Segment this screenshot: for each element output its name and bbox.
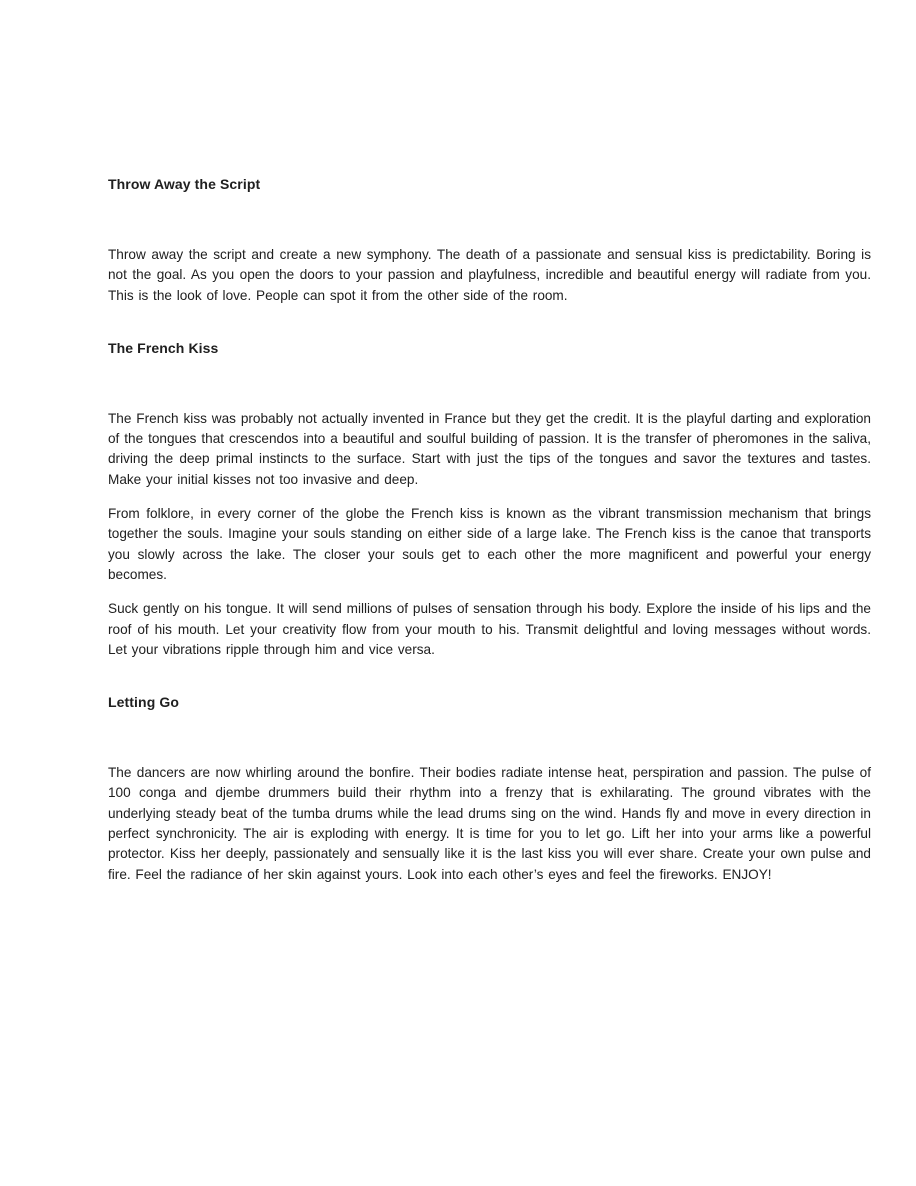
section-the-french-kiss	[108, 340, 871, 660]
section-letting-go	[108, 694, 871, 885]
paragraph: The dancers are now whirling around the bonfire. Their bodies radiate intense heat, perspiration and passion. The pulse of 100 conga and djembe drummers build their rhythm into a frenzy that is exhilarating. The ground vibrates with the underlying steady beat of the tumba drums while the lead drums sing on the wind. Hands fly and move in every direction in perfect synchronicity. The air is exploding with energy. It is time for you to let go. Lift her into your arms like a powerful protector. Kiss her deeply, passionately and sensually like it is the last kiss you will ever share. Create your own pulse and fire. Feel the radiance of her skin against yours. Look into each other’s eyes and feel the fireworks. ENJOY!	[108, 765, 871, 882]
section-throw-away-the-script	[108, 176, 871, 306]
paragraph: The French kiss was probably not actually invented in France but they get the credit. It is the playful darting and exploration of the tongues that crescendos into a beautiful and soulful building of passion. It is the transfer of pheromones in the saliva, driving the deep primal instincts to the surface. Start with just the tips of the tongues and savor the textures and tastes. Make your initial kisses not too invasive and deep.	[108, 410, 871, 487]
paragraph: From folklore, in every corner of the globe the French kiss is known as the vibrant transmission mechanism that brings together the souls. Imagine your souls standing on either side of a large lake. The French kiss is the canoe that transports you slowly across the lake. The closer your souls get to each other the more magnificent and powerful your energy becomes.	[108, 506, 871, 582]
paragraph: Suck gently on his tongue. It will send millions of pulses of sensation through his body. Explore the inside of his lips and the roof of his mouth. Let your creativity flow from your mouth to his. Transmit delightful and loving messages without words. Let your vibrations ripple through him and vice versa.	[108, 601, 871, 657]
document-content	[108, 176, 871, 919]
paragraph: Throw away the script and create a new symphony. The death of a passionate and sensual kiss is predictability. Boring is not the goal. As you open the doors to your passion and playfulness, incredible and beautiful energy will radiate from you. This is the look of love. People can spot it from the other side of the room.	[108, 247, 871, 303]
section-heading: Throw Away the Script	[108, 176, 261, 192]
section-heading: Letting Go	[108, 694, 179, 711]
section-heading: The French Kiss	[108, 339, 219, 356]
